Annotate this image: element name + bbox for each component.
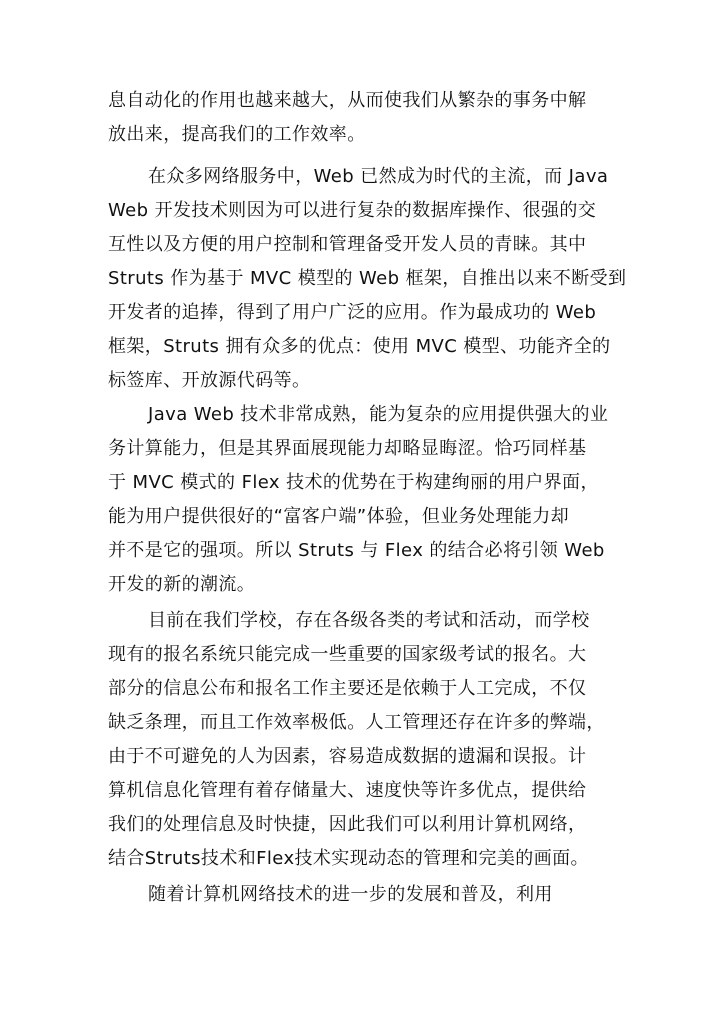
text-line: Struts 作为基于 MVC 模型的 Web 框架，自推出以来不断受到	[108, 268, 627, 289]
text-line: 放出来，提高我们的工作效率。	[108, 124, 366, 145]
text-line: 息自动化的作用也越来越大，从而使我们从繁杂的事务中解	[108, 90, 587, 111]
text-line: 现有的报名系统只能完成一些重要的国家级考试的报名。大	[108, 644, 587, 665]
text-line: 标签库、开放源代码等。	[108, 370, 311, 391]
text-line: 开发的新的潮流。	[108, 574, 256, 595]
text-line: 算机信息化管理有着存储量大、速度快等许多优点，提供给	[108, 780, 587, 801]
text-line: 我们的处理信息及时快捷，因此我们可以利用计算机网络，	[108, 814, 587, 835]
text-line: 部分的信息公布和报名工作主要还是依赖于人工完成，不仅	[108, 678, 587, 699]
text-line: 结合Struts技术和Flex技术实现动态的管理和完美的画面。	[108, 848, 589, 869]
text-line: Java Web 技术非常成熟，能为复杂的应用提供强大的业	[148, 404, 609, 425]
text-line: 务计算能力，但是其界面展现能力却略显晦涩。恰巧同样基	[108, 438, 587, 459]
text-line: 互性以及方便的用户控制和管理备受开发人员的青睐。其中	[108, 234, 587, 255]
text-line: 开发者的追捧，得到了用户广泛的应用。作为最成功的 Web	[108, 302, 597, 323]
text-line: 于 MVC 模式的 Flex 技术的优势在于构建绚丽的用户界面，	[108, 472, 599, 493]
text-line: 缺乏条理，而且工作效率极低。人工管理还存在许多的弊端，	[108, 712, 605, 733]
text-line: 目前在我们学校，存在各级各类的考试和活动，而学校	[148, 610, 590, 631]
text-line: 由于不可避免的人为因素，容易造成数据的遗漏和误报。计	[108, 746, 587, 767]
text-line: Web 开发技术则因为可以进行复杂的数据库操作、很强的交	[108, 200, 597, 221]
text-line: 随着计算机网络技术的进一步的发展和普及，利用	[148, 884, 553, 905]
text-line: 框架，Struts 拥有众多的优点：使用 MVC 模型、功能齐全的	[108, 336, 611, 357]
text-line: 能为用户提供很好的“富客户端”体验，但业务处理能力却	[108, 506, 570, 527]
text-line: 在众多网络服务中，Web 已然成为时代的主流，而 Java	[148, 166, 609, 187]
text-line: 并不是它的强项。所以 Struts 与 Flex 的结合必将引领 Web	[108, 540, 605, 561]
